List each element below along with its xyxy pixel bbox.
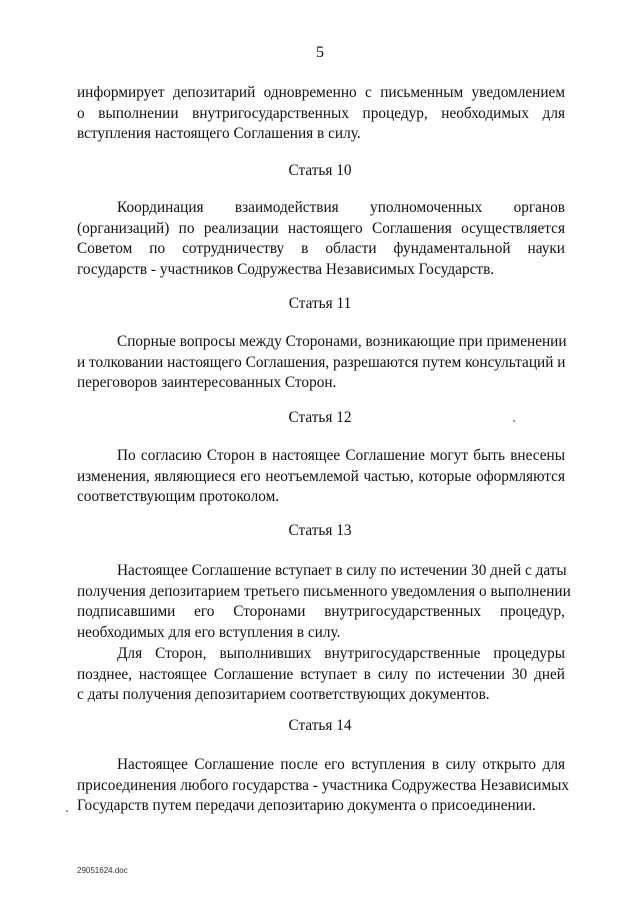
page-number: 5 — [316, 44, 324, 61]
text-line: получения депозитарием третьего письменного уведомления о выполнении — [77, 582, 571, 600]
text-line: вступления настоящего Соглашения в силу. — [77, 125, 361, 143]
text-line: присоединения любого государства - участника Содружества Независимых — [77, 776, 570, 794]
text-line: По согласию Сторон в настоящее Соглашение могут быть внесены — [117, 447, 565, 464]
text-line: Государств путем передачи депозитарию документа о присоединении. — [77, 797, 536, 815]
text-line: необходимых для его вступления в силу. — [77, 624, 341, 642]
scan-speck — [66, 810, 68, 812]
text-line: Для Сторон, выполнивших внутригосударственные процедуры — [117, 644, 565, 662]
text-line: изменения, являющиеся его неотъемлемой частью, которые оформляются — [77, 467, 565, 485]
document-filename-footer: 29051624.doc — [77, 866, 128, 875]
article-12-paragraph — [77, 446, 565, 508]
text-line: о выполнении внутригосударственных процедур, необходимых для — [77, 104, 565, 122]
article-11-heading: Статья 11 — [288, 295, 352, 312]
scan-speck — [513, 420, 515, 422]
text-line: (организаций) по реализации настоящего Соглашения осуществляется — [77, 219, 565, 237]
article-12-heading: Статья 12 — [288, 409, 352, 426]
text-line: подписавшими его Сторонами внутригосударственных процедур, — [77, 603, 565, 621]
text-line: и толковании настоящего Соглашения, разрешаются путем консультаций и — [77, 353, 566, 371]
article-13-paragraph — [77, 561, 571, 706]
article-11-paragraph — [77, 332, 565, 394]
text-line: Настоящее Соглашение вступает в силу по истечении 30 дней с даты — [117, 562, 567, 579]
text-line: позднее, настоящее Соглашение вступает в силу по истечении 30 дней — [77, 665, 565, 683]
continuation-paragraph — [77, 83, 565, 145]
text-line: Координация взаимодействия уполномоченных органов — [117, 199, 565, 216]
text-line: государств - участников Содружества Независимых Государств. — [77, 261, 495, 279]
article-10-paragraph — [77, 198, 565, 281]
article-14-paragraph — [77, 755, 570, 817]
text-line: соответствующим протоколом. — [77, 488, 280, 506]
text-line: с даты получения депозитарием соответствующих документов. — [77, 686, 490, 704]
article-14-heading: Статья 14 — [288, 717, 352, 734]
article-13-heading: Статья 13 — [288, 522, 352, 539]
text-line: информирует депозитарий одновременно с письменным уведомлением — [77, 84, 565, 101]
text-line: Настоящее Соглашение после его вступления в силу открыто для — [117, 756, 565, 773]
text-line: Спорные вопросы между Сторонами, возникающие при применении — [117, 333, 567, 350]
text-line: переговоров заинтересованных Сторон. — [77, 374, 337, 392]
article-10-heading: Статья 10 — [288, 162, 352, 179]
text-line: Советом по сотрудничеству в области фундаментальной науки — [77, 240, 565, 258]
